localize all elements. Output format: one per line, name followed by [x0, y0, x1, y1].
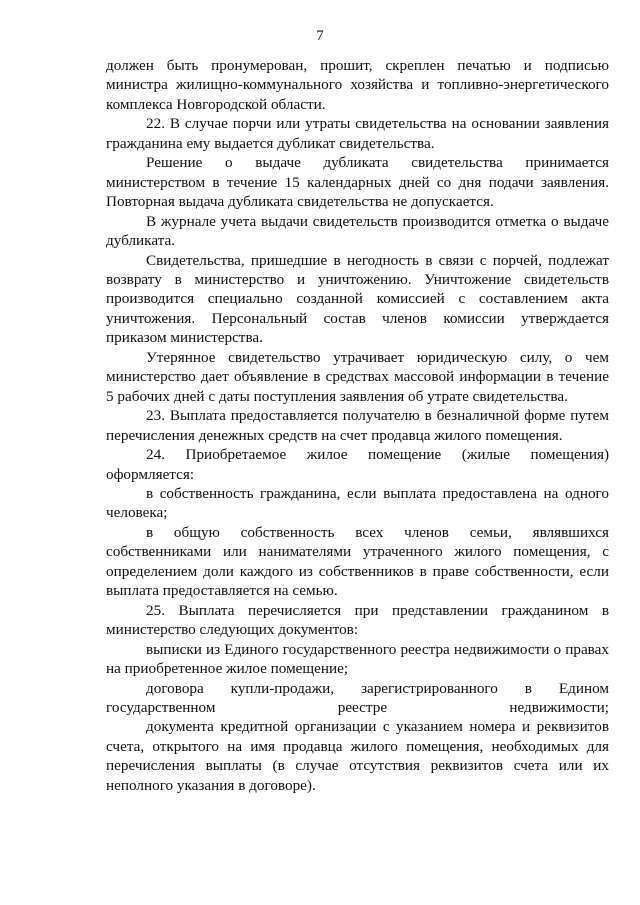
paragraph-continuation: должен быть пронумерован, прошит, скреплен печатью и подписью министра жилищно-коммунального хозяйства и топливно-энергетического комплекса Новгородской области. [106, 57, 609, 113]
paragraph-journal-note: В журнале учета выдачи свидетельств производится отметка о выдаче дубликата. [106, 212, 609, 250]
paragraph-clause-25: 25. Выплата перечисляется при представлении гражданином в министерство следующих документов: [106, 601, 609, 639]
paragraph-sale-contract: договора купли-продажи, зарегистрированного в Едином государственном реестре недвижимости; [106, 679, 609, 716]
paragraph-clause-22: 22. В случае порчи или утраты свидетельства на основании заявления гражданина ему выдается дубликат свидетельства. [106, 115, 609, 152]
paragraph-duplicate-decision: Решение о выдаче дубликата свидетельства принимается министерством в течение 15 календарных дней со дня подачи заявления. Повторная выдача дубликата свидетельства не допускается. [106, 154, 609, 211]
paragraph-bank-document: документа кредитной организации с указанием номера и реквизитов счета, открытого на имя продавца жилого помещения, необходимых для перечисления выплаты (в случае отсутствия реквизитов счета или их неполного указания в договоре). [106, 718, 609, 794]
paragraph-lost-certificate: Утерянное свидетельство утрачивает юридическую силу, о чем министерство дает объявление в средствах массовой информации в течение 5 рабочих дней с даты поступления заявления об утрате свидетельства. [106, 348, 609, 405]
paragraph-joint-ownership: в общую собственность всех членов семьи, являвшихся собственниками или нанимателями утраченного жилого помещения, с определением доли каждого из собственников в праве собственности, если выплата предоставляется на семью. [106, 523, 609, 600]
paragraph-damaged-certificates: Свидетельства, пришедшие в негодность в связи с порчей, подлежат возврату в министерство и уничтожению. Уничтожение свидетельств производится специально созданной комиссией с составлением акта уничтожения. Персональный состав членов комиссии утверждается приказом министерства. [106, 251, 609, 347]
document-body [106, 56, 609, 795]
paragraph-single-ownership: в собственность гражданина, если выплата предоставлена на одного человека; [106, 484, 609, 522]
paragraph-clause-24: 24. Приобретаемое жилое помещение (жилые помещения) оформляется: [106, 446, 609, 483]
page-number: 7 [316, 28, 324, 44]
paragraph-clause-23: 23. Выплата предоставляется получателю в безналичной форме путем перечисления денежных средств на счет продавца жилого помещения. [106, 407, 609, 444]
paragraph-registry-extract: выписки из Единого государственного реестра недвижимости о правах на приобретенное жилое помещение; [106, 640, 609, 678]
